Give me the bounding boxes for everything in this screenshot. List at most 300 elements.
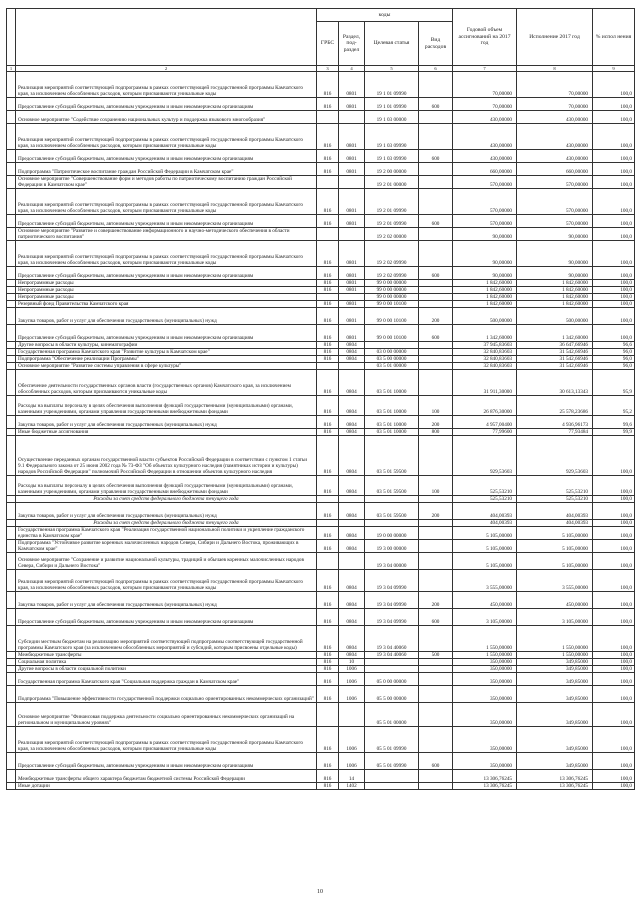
execution-cell: 1 550,00000 bbox=[517, 626, 593, 652]
expense-type-cell bbox=[419, 280, 453, 287]
expense-type-cell bbox=[419, 301, 453, 308]
percent-cell: 100,0 bbox=[593, 496, 635, 503]
target-article-cell: 19 2 01 00000 bbox=[365, 176, 419, 189]
annual-amount-cell: 1 550,00000 bbox=[453, 652, 517, 659]
section-cell bbox=[339, 703, 365, 727]
item-name-cell: Непрограммные расходы bbox=[16, 280, 317, 287]
section-cell: 0804 bbox=[339, 527, 365, 540]
annual-amount-cell: 90,00000 bbox=[453, 228, 517, 241]
grbs-cell: 816 bbox=[317, 124, 339, 150]
expense-type-cell bbox=[419, 553, 453, 570]
expense-type-cell bbox=[419, 659, 453, 666]
execution-cell: 349,85000 bbox=[517, 703, 593, 727]
section-cell bbox=[339, 176, 365, 189]
item-name-cell: Предоставление субсидий бюджетным, автономным учреждениям и иным некоммерческим организациям bbox=[16, 753, 317, 770]
table-row bbox=[7, 189, 635, 215]
annual-amount-cell: 90,00000 bbox=[453, 267, 517, 280]
percent-cell: 100,0 bbox=[593, 703, 635, 727]
execution-cell: 430,00000 bbox=[517, 124, 593, 150]
table-row bbox=[7, 363, 635, 370]
row-number-cell bbox=[7, 241, 16, 267]
target-article-cell: 05 5 01 09990 bbox=[365, 753, 419, 770]
item-name-cell: Основное мероприятие "Совершенствование форм и методов работы по патриотическому воспитанию граждан Российской Федерации в Камчатском крае" bbox=[16, 176, 317, 189]
grbs-cell bbox=[317, 496, 339, 503]
section-cell: 1006 bbox=[339, 673, 365, 686]
item-name-cell: Расходы за счет средств федерального бюджета текущего года bbox=[16, 520, 317, 527]
expense-type-cell: 600 bbox=[419, 267, 453, 280]
grbs-cell: 816 bbox=[317, 436, 339, 476]
target-article-cell: 03 5 01 59500 bbox=[365, 476, 419, 496]
item-name-cell: Межбюджетные трансферты общего характера бюджетам бюджетной системы Российской Федерации bbox=[16, 770, 317, 783]
percent-cell: 100,0 bbox=[593, 626, 635, 652]
grbs-cell: 816 bbox=[317, 396, 339, 416]
target-article-cell bbox=[365, 783, 419, 790]
section-cell bbox=[339, 553, 365, 570]
target-article-cell: 03 5 00 00000 bbox=[365, 356, 419, 363]
annual-amount-cell: 350,00000 bbox=[453, 673, 517, 686]
row-number-cell bbox=[7, 429, 16, 436]
target-article-cell: 19 1 01 09990 bbox=[365, 72, 419, 98]
section-cell: 0801 bbox=[339, 98, 365, 111]
annual-amount-cell: 525,53210 bbox=[453, 476, 517, 496]
execution-cell: 570,00000 bbox=[517, 189, 593, 215]
expense-type-cell bbox=[419, 727, 453, 753]
item-name-cell: Подпрограмма "Повышение эффективности государственной поддержки социально ориентированных некоммерческих организаций" bbox=[16, 686, 317, 703]
grbs-cell: 816 bbox=[317, 686, 339, 703]
row-number-cell bbox=[7, 727, 16, 753]
column-number: 2 bbox=[16, 66, 317, 72]
row-number-cell bbox=[7, 783, 16, 790]
expense-type-cell bbox=[419, 287, 453, 294]
expense-type-cell bbox=[419, 349, 453, 356]
grbs-cell bbox=[317, 363, 339, 370]
grbs-cell: 816 bbox=[317, 503, 339, 520]
target-article-cell bbox=[365, 342, 419, 349]
target-article-cell: 19 1 01 09990 bbox=[365, 98, 419, 111]
annual-amount-cell: 1 842,60000 bbox=[453, 294, 517, 301]
row-number-cell bbox=[7, 396, 16, 416]
execution-cell: 1 842,60000 bbox=[517, 280, 593, 287]
percent-cell: 100,0 bbox=[593, 727, 635, 753]
row-number-cell bbox=[7, 416, 16, 429]
execution-cell: 1 842,60000 bbox=[517, 287, 593, 294]
table-row bbox=[7, 325, 635, 342]
section-cell: 1006 bbox=[339, 753, 365, 770]
grbs-cell: 816 bbox=[317, 163, 339, 176]
expense-type-cell bbox=[419, 294, 453, 301]
execution-cell: 349,85000 bbox=[517, 753, 593, 770]
target-article-cell: 19 1 03 09990 bbox=[365, 124, 419, 150]
percent-cell: 100,0 bbox=[593, 686, 635, 703]
row-number-cell bbox=[7, 189, 16, 215]
target-article-cell: 19 3 04 40060 bbox=[365, 652, 419, 659]
row-number-cell bbox=[7, 520, 16, 527]
grbs-cell: 816 bbox=[317, 592, 339, 609]
annual-amount-cell: 3 555,00000 bbox=[453, 570, 517, 592]
table-row bbox=[7, 659, 635, 666]
expense-type-header: Вид расходов bbox=[419, 22, 453, 66]
expense-type-cell: 600 bbox=[419, 753, 453, 770]
item-name-cell: Подпрограмма "Обеспечение реализации Программы" bbox=[16, 356, 317, 363]
annual-amount-cell: 1 842,60000 bbox=[453, 301, 517, 308]
grbs-cell: 816 bbox=[317, 215, 339, 228]
column-number: 8 bbox=[517, 66, 593, 72]
section-cell: 0804 bbox=[339, 370, 365, 396]
row-number-cell bbox=[7, 342, 16, 349]
target-article-cell: 19 3 04 09990 bbox=[365, 609, 419, 626]
annual-amount-cell: 5 105,00000 bbox=[453, 540, 517, 553]
target-article-cell: 03 5 01 59500 bbox=[365, 436, 419, 476]
section-cell: 0804 bbox=[339, 396, 365, 416]
percent-cell: 100,0 bbox=[593, 241, 635, 267]
expense-type-cell bbox=[419, 666, 453, 673]
section-cell: 0801 bbox=[339, 189, 365, 215]
expense-type-cell bbox=[419, 370, 453, 396]
annual-amount-cell: 26 876,30000 bbox=[453, 396, 517, 416]
grbs-cell: 816 bbox=[317, 349, 339, 356]
table-row bbox=[7, 476, 635, 496]
expense-type-cell bbox=[419, 356, 453, 363]
row-number-cell bbox=[7, 111, 16, 124]
table-row bbox=[7, 520, 635, 527]
section-cell: 1006 bbox=[339, 686, 365, 703]
section-cell: 0804 bbox=[339, 540, 365, 553]
target-article-cell: 99 0 00 00000 bbox=[365, 294, 419, 301]
section-cell: 0804 bbox=[339, 609, 365, 626]
execution-cell: 570,00000 bbox=[517, 176, 593, 189]
expense-type-cell: 200 bbox=[419, 308, 453, 325]
row-number-cell bbox=[7, 592, 16, 609]
percent-cell: 100,0 bbox=[593, 301, 635, 308]
execution-cell: 404,00393 bbox=[517, 503, 593, 520]
table-row bbox=[7, 503, 635, 520]
section-cell: 0801 bbox=[339, 241, 365, 267]
section-cell: 14 bbox=[339, 770, 365, 783]
grbs-cell: 816 bbox=[317, 429, 339, 436]
expense-type-cell: 600 bbox=[419, 325, 453, 342]
execution-cell: 5 105,00000 bbox=[517, 540, 593, 553]
target-article-cell: 99 0 00 10100 bbox=[365, 301, 419, 308]
row-number-cell bbox=[7, 228, 16, 241]
expense-type-cell bbox=[419, 436, 453, 476]
table-row bbox=[7, 342, 635, 349]
target-article-cell bbox=[365, 520, 419, 527]
expense-type-cell bbox=[419, 673, 453, 686]
target-article-cell: 19 3 00 00000 bbox=[365, 540, 419, 553]
execution-header: Исполнение 2017 год bbox=[517, 9, 593, 66]
row-num-header bbox=[7, 9, 16, 66]
table-row bbox=[7, 241, 635, 267]
item-name-cell: Закупка товаров, работ и услуг для обеспечения государственных (муниципальных) нужд bbox=[16, 592, 317, 609]
row-number-cell bbox=[7, 294, 16, 301]
annual-amount-cell: 90,00000 bbox=[453, 241, 517, 267]
grbs-cell: 816 bbox=[317, 356, 339, 363]
execution-cell: 1 842,60000 bbox=[517, 294, 593, 301]
execution-cell: 90,00000 bbox=[517, 228, 593, 241]
percent-cell: 100,0 bbox=[593, 783, 635, 790]
expense-type-cell bbox=[419, 228, 453, 241]
table-row bbox=[7, 396, 635, 416]
grbs-cell: 816 bbox=[317, 609, 339, 626]
grbs-cell: 816 bbox=[317, 527, 339, 540]
target-article-cell: 05 5 00 00000 bbox=[365, 686, 419, 703]
table-row bbox=[7, 280, 635, 287]
column-number: 7 bbox=[453, 66, 517, 72]
grbs-cell: 816 bbox=[317, 98, 339, 111]
item-name-cell: Государственная программа Камчатского края "Развитие культуры в Камчатском крае" bbox=[16, 349, 317, 356]
target-article-cell bbox=[365, 496, 419, 503]
percent-cell: 100,0 bbox=[593, 98, 635, 111]
table-row bbox=[7, 540, 635, 553]
row-number-cell bbox=[7, 287, 16, 294]
grbs-cell: 816 bbox=[317, 325, 339, 342]
expense-type-cell bbox=[419, 176, 453, 189]
section-cell: 10 bbox=[339, 659, 365, 666]
row-number-cell bbox=[7, 215, 16, 228]
table-row bbox=[7, 553, 635, 570]
table-row bbox=[7, 294, 635, 301]
annual-amount-cell: 3 105,00000 bbox=[453, 609, 517, 626]
grbs-cell bbox=[317, 553, 339, 570]
annual-amount-cell: 350,00000 bbox=[453, 703, 517, 727]
target-article-cell: 19 3 04 09990 bbox=[365, 592, 419, 609]
row-number-cell bbox=[7, 686, 16, 703]
item-name-cell: Другие вопросы в области социальной политики bbox=[16, 666, 317, 673]
grbs-cell: 816 bbox=[317, 267, 339, 280]
execution-cell: 90,00000 bbox=[517, 241, 593, 267]
table-row bbox=[7, 570, 635, 592]
percent-cell: 100,0 bbox=[593, 659, 635, 666]
expense-type-cell bbox=[419, 363, 453, 370]
section-cell: 0804 bbox=[339, 416, 365, 429]
table-row bbox=[7, 308, 635, 325]
section-cell: 0801 bbox=[339, 215, 365, 228]
percent-cell: 100,0 bbox=[593, 570, 635, 592]
item-name-cell: Непрограммные расходы bbox=[16, 287, 317, 294]
percent-cell: 95,2 bbox=[593, 396, 635, 416]
annual-amount-cell: 31 911,30000 bbox=[453, 370, 517, 396]
target-article-cell: 05 0 00 00000 bbox=[365, 673, 419, 686]
table-row bbox=[7, 111, 635, 124]
percent-cell: 100,0 bbox=[593, 215, 635, 228]
row-number-cell bbox=[7, 553, 16, 570]
annual-amount-cell: 350,00000 bbox=[453, 666, 517, 673]
row-number-cell bbox=[7, 503, 16, 520]
table-body bbox=[7, 72, 635, 790]
table-row bbox=[7, 150, 635, 163]
annual-amount-cell: 430,00000 bbox=[453, 150, 517, 163]
section-cell: 0801 bbox=[339, 163, 365, 176]
table-row bbox=[7, 609, 635, 626]
column-number: 6 bbox=[419, 66, 453, 72]
table-row bbox=[7, 176, 635, 189]
execution-cell: 1 550,00000 bbox=[517, 652, 593, 659]
section-cell bbox=[339, 111, 365, 124]
name-header bbox=[16, 9, 317, 66]
target-article-cell: 19 0 00 00000 bbox=[365, 527, 419, 540]
section-cell: 0801 bbox=[339, 287, 365, 294]
target-article-cell: 19 2 00 00000 bbox=[365, 163, 419, 176]
percent-cell: 100,0 bbox=[593, 72, 635, 98]
annual-amount-cell: 525,53210 bbox=[453, 496, 517, 503]
percent-cell: 96,0 bbox=[593, 356, 635, 363]
item-name-cell: Основное мероприятие "Развитие и совершенствование информационного и научно-методического обеспечения в области патриотического воспитания" bbox=[16, 228, 317, 241]
item-name-cell: Государственная программа Камчатского края "Реализация государственной национальной политики и укрепление гражданского единства в Камчатском крае" bbox=[16, 527, 317, 540]
expense-type-cell: 200 bbox=[419, 503, 453, 520]
grbs-cell: 816 bbox=[317, 301, 339, 308]
page-number: 10 bbox=[317, 889, 323, 895]
section-cell: 0801 bbox=[339, 280, 365, 287]
execution-cell: 929,53603 bbox=[517, 436, 593, 476]
percent-header: % испол нения bbox=[593, 9, 635, 66]
table-row bbox=[7, 349, 635, 356]
table-row bbox=[7, 98, 635, 111]
target-article-cell: 03 0 00 00000 bbox=[365, 349, 419, 356]
target-article-cell bbox=[365, 666, 419, 673]
table-row bbox=[7, 753, 635, 770]
table-row bbox=[7, 267, 635, 280]
percent-cell: 100,0 bbox=[593, 520, 635, 527]
section-cell bbox=[339, 363, 365, 370]
table-row bbox=[7, 287, 635, 294]
row-number-cell bbox=[7, 163, 16, 176]
execution-cell: 349,85000 bbox=[517, 673, 593, 686]
percent-cell: 100,0 bbox=[593, 267, 635, 280]
expense-type-cell bbox=[419, 783, 453, 790]
item-name-cell: Подпрограмма "Устойчивое развитие коренных малочисленных народов Севера, Сибири и Дальнего Востока, проживающих в Камчатском крае" bbox=[16, 540, 317, 553]
column-number: 3 bbox=[317, 66, 339, 72]
expense-type-cell bbox=[419, 570, 453, 592]
annual-amount-cell: 430,00000 bbox=[453, 111, 517, 124]
target-article-cell: 19 2 01 09990 bbox=[365, 189, 419, 215]
table-row bbox=[7, 686, 635, 703]
table-row bbox=[7, 652, 635, 659]
table-row bbox=[7, 163, 635, 176]
item-name-cell: Социальная политика bbox=[16, 659, 317, 666]
table-row bbox=[7, 356, 635, 363]
item-name-cell: Реализация мероприятий соответствующей подпрограммы в рамках соответствующей государственной программы Камчатского края, за исключением обособленных расходов, которым присваиваются уникальные коды bbox=[16, 72, 317, 98]
percent-cell: 100,0 bbox=[593, 527, 635, 540]
section-cell: 1402 bbox=[339, 783, 365, 790]
table-row bbox=[7, 72, 635, 98]
table-row bbox=[7, 215, 635, 228]
item-name-cell: Реализация мероприятий соответствующей подпрограммы в рамках соответствующей государственной программы Камчатского края, за исключением обособленных расходов, которым присваиваются уникальные коды bbox=[16, 241, 317, 267]
execution-cell: 430,00000 bbox=[517, 111, 593, 124]
execution-cell: 77,93484 bbox=[517, 429, 593, 436]
target-article-cell bbox=[365, 659, 419, 666]
execution-cell: 70,00000 bbox=[517, 72, 593, 98]
table-row bbox=[7, 727, 635, 753]
execution-cell: 3 105,00000 bbox=[517, 609, 593, 626]
row-number-cell bbox=[7, 666, 16, 673]
percent-cell: 99,9 bbox=[593, 429, 635, 436]
row-number-cell bbox=[7, 496, 16, 503]
item-name-cell: Предоставление субсидий бюджетным, автономным учреждениям и иным некоммерческим организациям bbox=[16, 150, 317, 163]
target-article-cell bbox=[365, 770, 419, 783]
execution-cell: 1 342,60000 bbox=[517, 325, 593, 342]
grbs-cell: 816 bbox=[317, 416, 339, 429]
target-article-cell: 99 0 00 10100 bbox=[365, 308, 419, 325]
row-number-cell bbox=[7, 308, 16, 325]
annual-amount-cell: 5 105,00000 bbox=[453, 527, 517, 540]
annual-amount-cell: 32 840,83603 bbox=[453, 356, 517, 363]
grbs-cell bbox=[317, 703, 339, 727]
grbs-cell: 816 bbox=[317, 150, 339, 163]
execution-cell: 5 105,00000 bbox=[517, 553, 593, 570]
expense-type-cell: 600 bbox=[419, 215, 453, 228]
annual-amount-cell: 5 105,00000 bbox=[453, 553, 517, 570]
table-row bbox=[7, 673, 635, 686]
percent-cell: 96,0 bbox=[593, 363, 635, 370]
grbs-cell: 816 bbox=[317, 783, 339, 790]
column-number: 9 bbox=[593, 66, 635, 72]
percent-cell: 100,0 bbox=[593, 540, 635, 553]
row-number-cell bbox=[7, 349, 16, 356]
expense-type-cell bbox=[419, 686, 453, 703]
execution-cell: 31 542,66946 bbox=[517, 356, 593, 363]
annual-amount-cell: 404,00393 bbox=[453, 520, 517, 527]
target-article-cell: 99 0 00 00000 bbox=[365, 287, 419, 294]
table-row bbox=[7, 496, 635, 503]
item-name-cell: Иные дотации bbox=[16, 783, 317, 790]
row-number-cell bbox=[7, 652, 16, 659]
row-number-cell bbox=[7, 280, 16, 287]
section-header: Раздел, под-раздел bbox=[339, 22, 365, 66]
percent-cell: 99,6 bbox=[593, 416, 635, 429]
percent-cell: 100,0 bbox=[593, 753, 635, 770]
annual-amount-cell: 13 306,76245 bbox=[453, 783, 517, 790]
percent-cell: 100,0 bbox=[593, 287, 635, 294]
percent-cell: 100,0 bbox=[593, 176, 635, 189]
annual-amount-cell: 1 342,60000 bbox=[453, 325, 517, 342]
percent-cell: 100,0 bbox=[593, 476, 635, 496]
annual-amount-cell: 570,00000 bbox=[453, 189, 517, 215]
grbs-cell: 816 bbox=[317, 659, 339, 666]
item-name-cell: Основное мероприятие "Финансовая поддержка деятельности социально ориентированных некоммерческих организаций на региональном и муниципальном уровнях" bbox=[16, 703, 317, 727]
execution-cell: 349,85000 bbox=[517, 686, 593, 703]
annual-amount-cell: 32 840,83603 bbox=[453, 363, 517, 370]
item-name-cell: Закупка товаров, работ и услуг для обеспечения государственных (муниципальных) нужд bbox=[16, 308, 317, 325]
target-article-cell: 99 0 00 10100 bbox=[365, 325, 419, 342]
execution-cell: 31 542,66946 bbox=[517, 363, 593, 370]
expense-type-cell: 500 bbox=[419, 652, 453, 659]
row-number-cell bbox=[7, 659, 16, 666]
row-number-cell bbox=[7, 609, 16, 626]
column-number: 5 bbox=[365, 66, 419, 72]
percent-cell: 100,0 bbox=[593, 124, 635, 150]
row-number-cell bbox=[7, 540, 16, 553]
percent-cell: 100,0 bbox=[593, 609, 635, 626]
annual-amount-cell: 430,00000 bbox=[453, 124, 517, 150]
annual-amount-cell: 1 842,60000 bbox=[453, 280, 517, 287]
annual-amount-cell: 404,00393 bbox=[453, 503, 517, 520]
grbs-cell bbox=[317, 111, 339, 124]
annual-amount-cell: 350,00000 bbox=[453, 753, 517, 770]
expense-type-cell bbox=[419, 189, 453, 215]
annual-amount-cell: 500,00000 bbox=[453, 308, 517, 325]
execution-cell: 430,00000 bbox=[517, 150, 593, 163]
row-number-cell bbox=[7, 436, 16, 476]
item-name-cell: Закупка товаров, работ и услуг для обеспечения государственных (муниципальных) нужд bbox=[16, 503, 317, 520]
grbs-cell: 816 bbox=[317, 626, 339, 652]
item-name-cell: Субсидии местным бюджетам на реализацию мероприятий соответствующей подпрограммы соответствующей государственной программы Камчатского края (за исключением обособленных мероприятий и субсидий, которым присвоены отдельные коды) bbox=[16, 626, 317, 652]
row-number-cell bbox=[7, 370, 16, 396]
expense-type-cell: 600 bbox=[419, 609, 453, 626]
item-name-cell: Государственная программа Камчатского края "Социальная поддержка граждан в Камчатском крае" bbox=[16, 673, 317, 686]
table-row bbox=[7, 703, 635, 727]
execution-cell: 500,00000 bbox=[517, 308, 593, 325]
section-cell bbox=[339, 228, 365, 241]
